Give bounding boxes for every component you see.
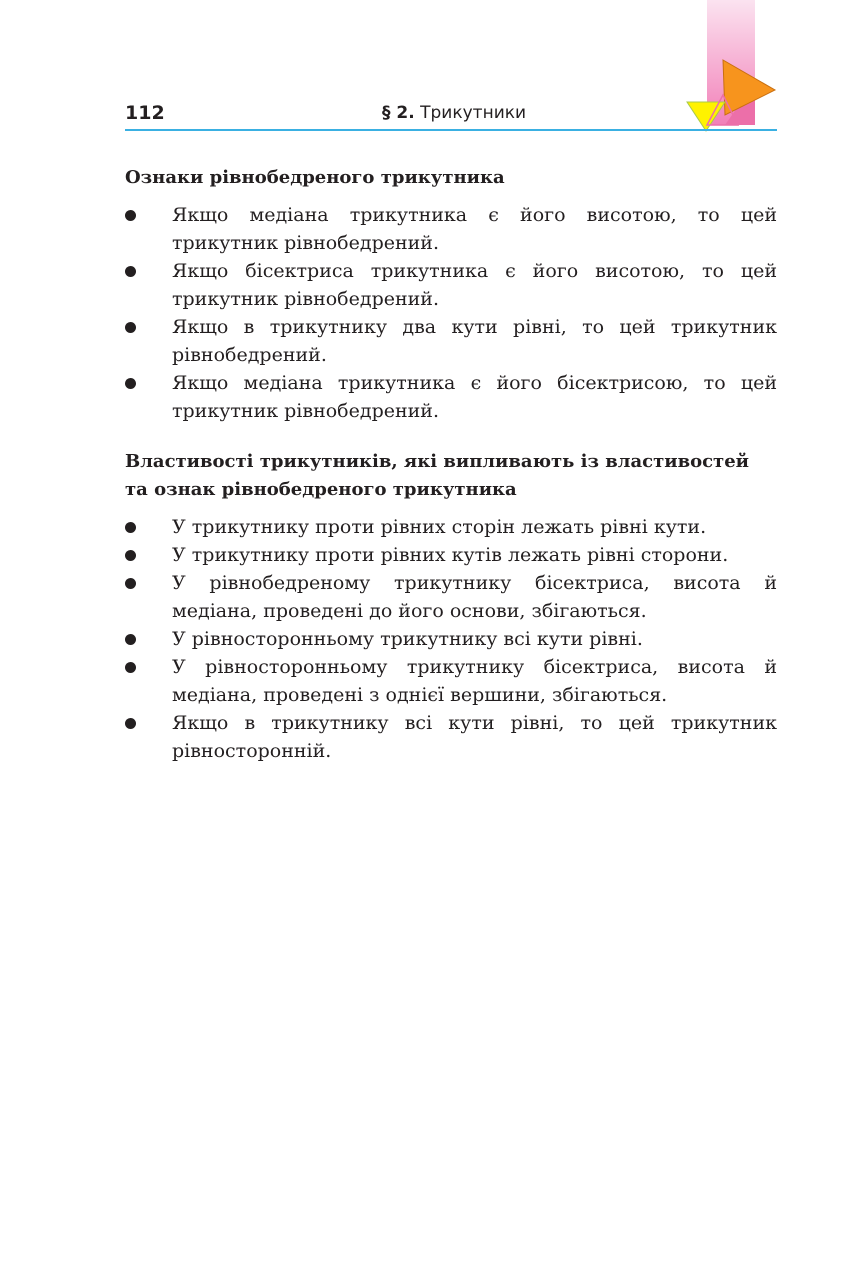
properties-list xyxy=(125,513,777,765)
bullet-icon xyxy=(125,522,136,533)
bullet-icon xyxy=(125,662,136,673)
chapter-title xyxy=(382,103,526,123)
list-item: Якщо в трикутнику два кути рівні, то цей трикутник рівнобедрений. xyxy=(125,313,777,369)
list-item: У рівносторонньому трикутнику бісектриса, висота й медіана, проведені з однієї вершини, збігаються. xyxy=(125,653,777,709)
list-item: У рівносторонньому трикутнику всі кути рівні. xyxy=(125,625,777,653)
list-item: У трикутнику проти рівних сторін лежать рівні кути. xyxy=(125,513,777,541)
list-item: У трикутнику проти рівних кутів лежать рівні сторони. xyxy=(125,541,777,569)
list-item: Якщо в трикутнику всі кути рівні, то цей трикутник рівносторонній. xyxy=(125,709,777,765)
section-heading-criteria: Ознаки рівнобедреного трикутника xyxy=(125,167,505,188)
section-heading-properties: Властивості трикутників, які випливають із властивостей та ознак рівнобедреного трикутника xyxy=(125,451,750,500)
list-item: У рівнобедреному трикутнику бісектриса, висота й медіана, проведені до його основи, збігаються. xyxy=(125,569,777,625)
bullet-icon xyxy=(125,266,136,277)
bullet-icon xyxy=(125,210,136,221)
bullet-icon xyxy=(125,634,136,645)
section-mark: § 2. xyxy=(382,103,415,123)
bullet-icon xyxy=(125,322,136,333)
list-item: Якщо медіана трикутника є його висотою, то цей трикутник рівнобедрений. xyxy=(125,201,777,257)
page-number: 112 xyxy=(125,102,165,124)
chapter-name: Трикутники xyxy=(420,103,527,123)
list-item: Якщо медіана трикутника є його бісектрисою, то цей трикутник рівнобедрений. xyxy=(125,369,777,425)
page-header xyxy=(125,100,777,130)
bullet-icon xyxy=(125,578,136,589)
bullet-icon xyxy=(125,378,136,389)
criteria-list xyxy=(125,201,777,425)
bullet-icon xyxy=(125,718,136,729)
bullet-icon xyxy=(125,550,136,561)
header-rule xyxy=(125,129,777,131)
list-item: Якщо бісектриса трикутника є його висотою, то цей трикутник рівнобедрений. xyxy=(125,257,777,313)
